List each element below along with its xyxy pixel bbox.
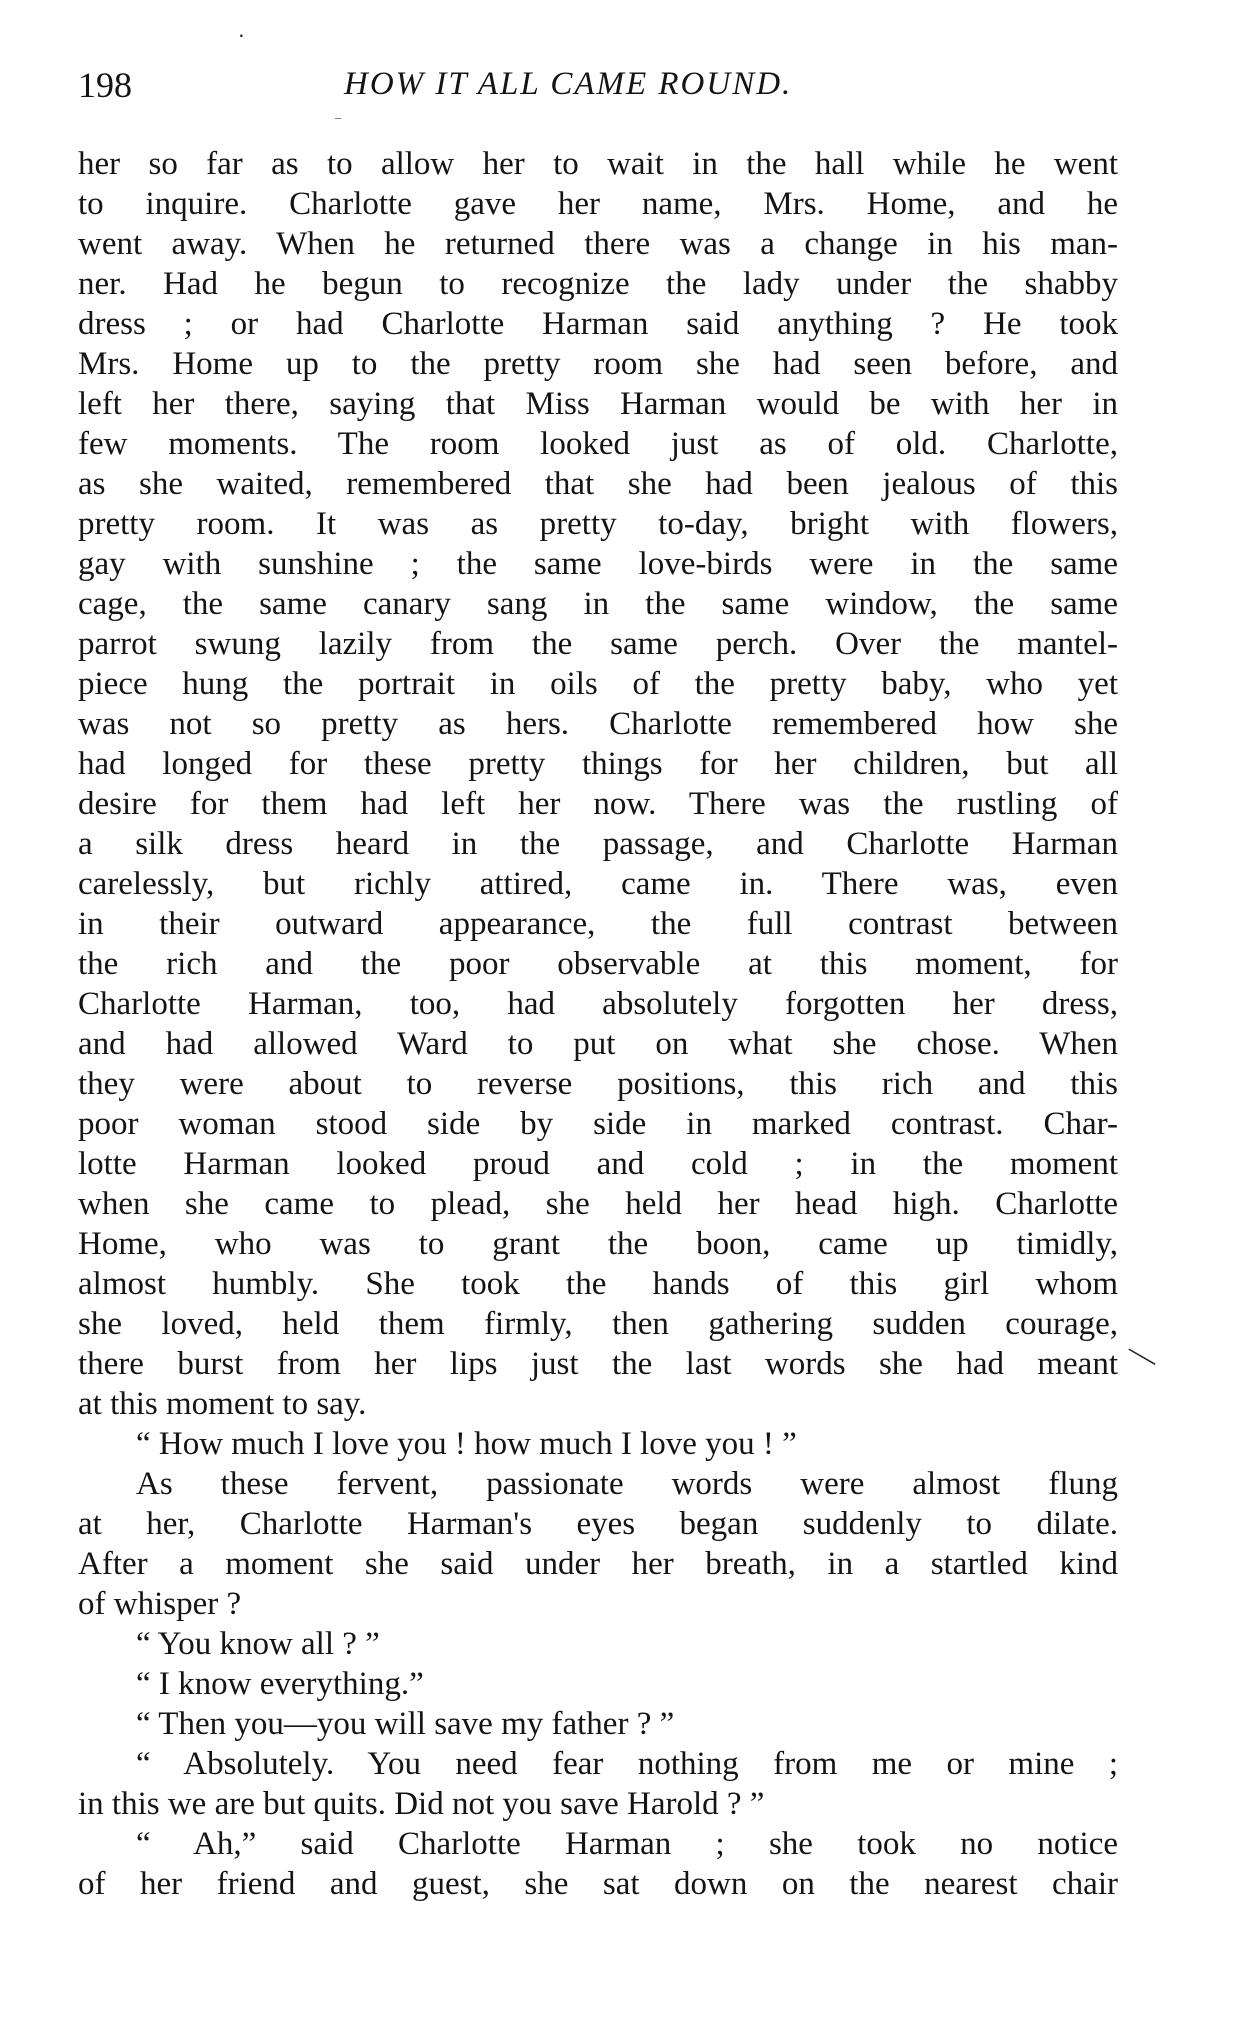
text-line: she loved, held them firmly, then gathering sudden courage, (78, 1306, 1118, 1342)
text-line: they were about to reverse positions, this rich and this (78, 1066, 1118, 1102)
text-line: gay with sunshine ; the same love-birds were in the same (78, 546, 1118, 582)
margin-mark: ․ (238, 20, 245, 42)
text-line: at this moment to say. (78, 1386, 367, 1422)
text-line: few moments. The room looked just as of old. Charlotte, (78, 426, 1118, 462)
text-line: desire for them had left her now. There was the rustling of (78, 786, 1118, 822)
text-line: almost humbly. She took the hands of this girl whom (78, 1266, 1118, 1302)
text-line: at her, Charlotte Harman's eyes began suddenly to dilate. (78, 1506, 1118, 1542)
running-head (78, 64, 1124, 114)
text-line: the rich and the poor observable at this moment, for (78, 946, 1118, 982)
page-number: 198 (78, 65, 132, 105)
text-line: left her there, saying that Miss Harman would be with her in (78, 386, 1118, 422)
text-line: and had allowed Ward to put on what she chose. When (78, 1026, 1118, 1062)
text-line: After a moment she said under her breath, in a startled kind (78, 1546, 1118, 1582)
text-line: of her friend and guest, she sat down on the nearest chair (78, 1866, 1118, 1902)
text-line: went away. When he returned there was a change in his man- (78, 226, 1118, 262)
body-text (78, 144, 1118, 1904)
text-line: of whisper ? (78, 1586, 242, 1622)
text-line: carelessly, but richly attired, came in. There was, even (78, 866, 1118, 902)
text-line: Mrs. Home up to the pretty room she had seen before, and (78, 346, 1118, 382)
margin-mark: – (335, 110, 341, 124)
text-line: was not so pretty as hers. Charlotte remembered how she (78, 706, 1118, 742)
text-line: Charlotte Harman, too, had absolutely forgotten her dress, (78, 986, 1118, 1022)
text-line: in their outward appearance, the full contrast between (78, 906, 1118, 942)
text-line: lotte Harman looked proud and cold ; in the moment (78, 1146, 1118, 1182)
margin-mark: — (1122, 1332, 1165, 1377)
text-line: As these fervent, passionate words were almost flung (136, 1466, 1118, 1502)
text-line: pretty room. It was as pretty to-day, bright with flowers, (78, 506, 1118, 542)
text-line: had longed for these pretty things for her children, but all (78, 746, 1118, 782)
text-line: cage, the same canary sang in the same window, the same (78, 586, 1118, 622)
text-line: dress ; or had Charlotte Harman said anything ? He took (78, 306, 1118, 342)
text-line: her so far as to allow her to wait in the hall while he went (78, 146, 1118, 182)
text-line: a silk dress heard in the passage, and Charlotte Harman (78, 826, 1118, 862)
running-title: HOW IT ALL CAME ROUND. (344, 66, 793, 102)
text-line: “ Absolutely. You need fear nothing from me or mine ; (136, 1746, 1118, 1782)
text-line: “ Then you—you will save my father ? ” (136, 1706, 675, 1742)
text-line: parrot swung lazily from the same perch. Over the mantel- (78, 626, 1118, 662)
text-line: poor woman stood side by side in marked contrast. Char- (78, 1106, 1118, 1142)
text-line: in this we are but quits. Did not you save Harold ? ” (78, 1786, 765, 1822)
text-line: when she came to plead, she held her head high. Charlotte (78, 1186, 1118, 1222)
text-line: there burst from her lips just the last words she had meant (78, 1346, 1118, 1382)
text-line: Home, who was to grant the boon, came up timidly, (78, 1226, 1118, 1262)
text-line: as she waited, remembered that she had been jealous of this (78, 466, 1118, 502)
text-line: “ Ah,” said Charlotte Harman ; she took no notice (136, 1826, 1118, 1862)
text-line: to inquire. Charlotte gave her name, Mrs. Home, and he (78, 186, 1118, 222)
text-line: ner. Had he begun to recognize the lady under the shabby (78, 266, 1118, 302)
text-line: “ How much I love you ! how much I love you ! ” (136, 1426, 797, 1462)
text-line: “ I know everything.” (136, 1666, 424, 1702)
text-line: piece hung the portrait in oils of the pretty baby, who yet (78, 666, 1118, 702)
text-line: “ You know all ? ” (136, 1626, 380, 1662)
